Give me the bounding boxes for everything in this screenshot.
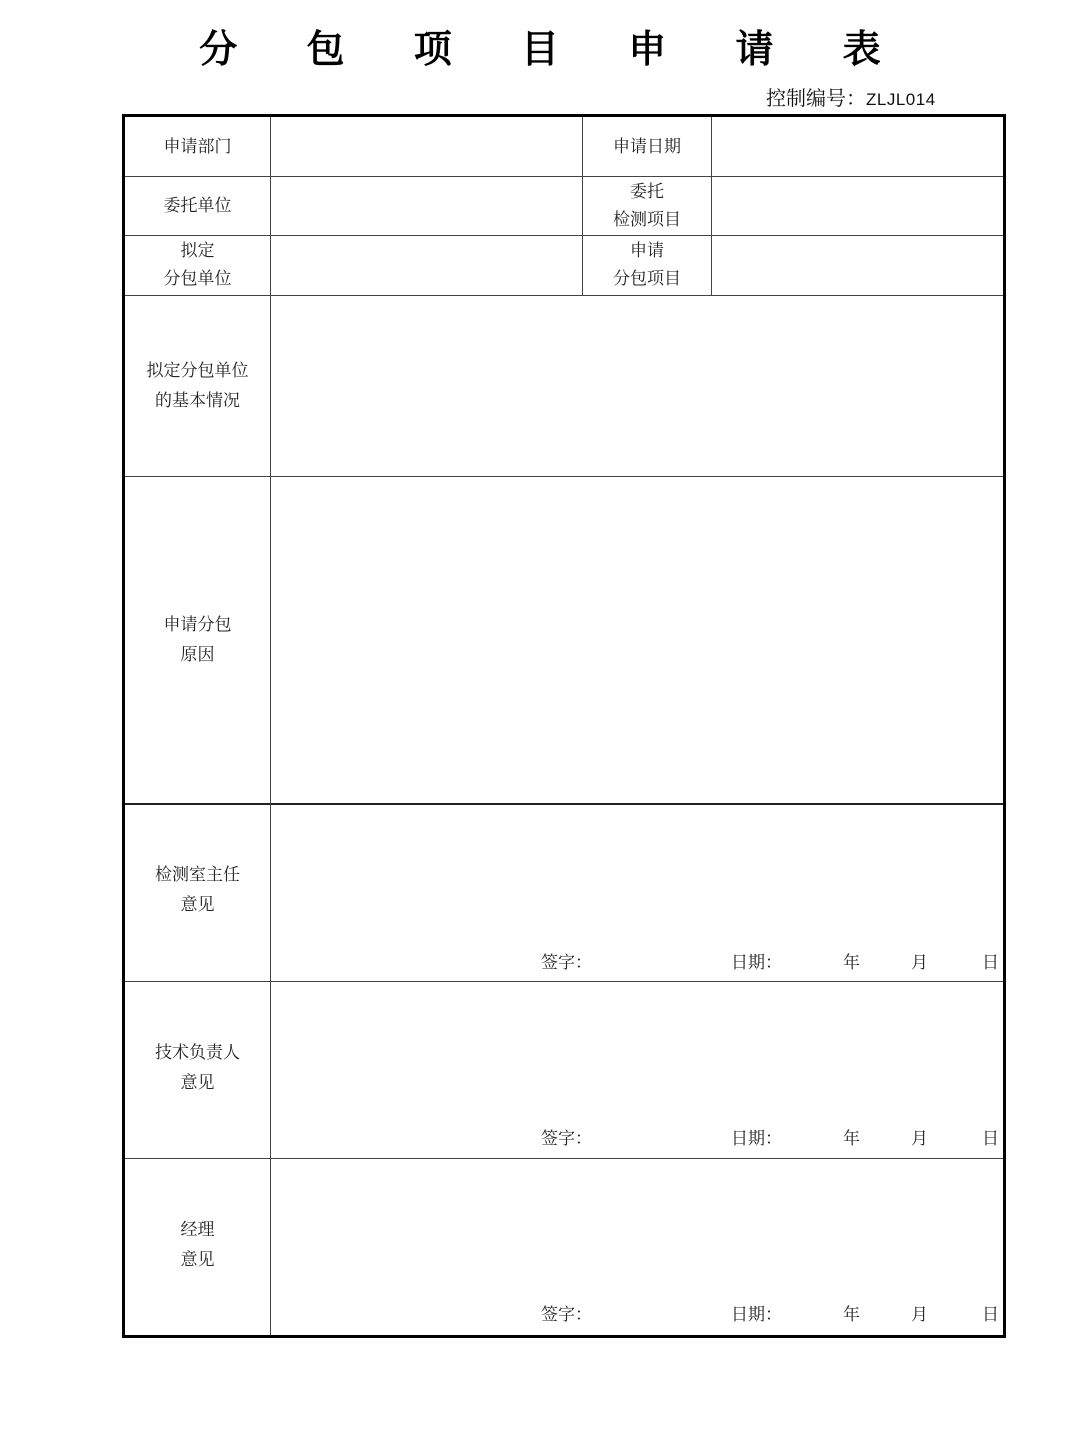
subcontract-item-field[interactable] — [712, 235, 1003, 295]
signature-label: 签字： — [541, 1305, 592, 1325]
entrusted-test-item-field[interactable] — [712, 176, 1003, 235]
subcontract-reason-field[interactable] — [271, 477, 1003, 803]
year-label: 年 — [843, 1305, 860, 1325]
signature-label: 签字： — [541, 953, 592, 973]
lab-director-signature-row — [125, 948, 1009, 972]
date-label: 日期： — [731, 1129, 782, 1149]
year-label: 年 — [843, 1129, 860, 1149]
proposed-subcontractor-field[interactable] — [271, 235, 582, 295]
apply-department-field[interactable] — [271, 117, 582, 176]
control-number-label: 控制编号： — [766, 86, 866, 110]
lab-director-opinion-label: 检测室主任 意见 — [155, 865, 240, 915]
manager-opinion-label: 经理 意见 — [180, 1220, 215, 1270]
control-number-value: ZLJL014 — [866, 90, 936, 109]
apply-date-label: 申请日期 — [613, 136, 681, 157]
month-label: 月 — [911, 1305, 928, 1325]
subcontract-item-label: 申请 分包项目 — [613, 241, 681, 289]
subcontractor-basic-info-label: 拟定分包单位 的基本情况 — [146, 360, 249, 411]
subcontractor-basic-info-field[interactable] — [271, 296, 1003, 476]
manager-opinion-field[interactable] — [271, 1160, 1003, 1300]
year-label: 年 — [843, 953, 860, 973]
proposed-subcontractor-label: 拟定 分包单位 — [163, 241, 232, 289]
application-form-table — [122, 114, 1006, 1338]
month-label: 月 — [911, 953, 928, 973]
apply-date-field[interactable] — [712, 117, 1003, 176]
technical-manager-opinion-field[interactable] — [271, 983, 1003, 1123]
date-label: 日期： — [731, 953, 782, 973]
control-number — [766, 82, 936, 111]
technical-manager-signature-row — [125, 1124, 1009, 1148]
day-label: 日 — [982, 1305, 999, 1325]
month-label: 月 — [911, 1129, 928, 1149]
entrusted-test-item-label: 委托 检测项目 — [613, 181, 681, 230]
day-label: 日 — [982, 953, 999, 973]
date-label: 日期： — [731, 1305, 782, 1325]
apply-department-label: 申请部门 — [163, 136, 232, 157]
entrusting-unit-label: 委托单位 — [163, 195, 232, 216]
manager-signature-row — [125, 1300, 1009, 1324]
form-title: 分 包 项 目 申 请 表 — [199, 27, 909, 71]
signature-label: 签字： — [541, 1129, 592, 1149]
day-label: 日 — [982, 1129, 999, 1149]
lab-director-opinion-field[interactable] — [271, 805, 1003, 945]
subcontract-reason-label: 申请分包 原因 — [163, 614, 232, 665]
technical-manager-opinion-label: 技术负责人 意见 — [155, 1042, 240, 1093]
entrusting-unit-field[interactable] — [271, 176, 582, 235]
